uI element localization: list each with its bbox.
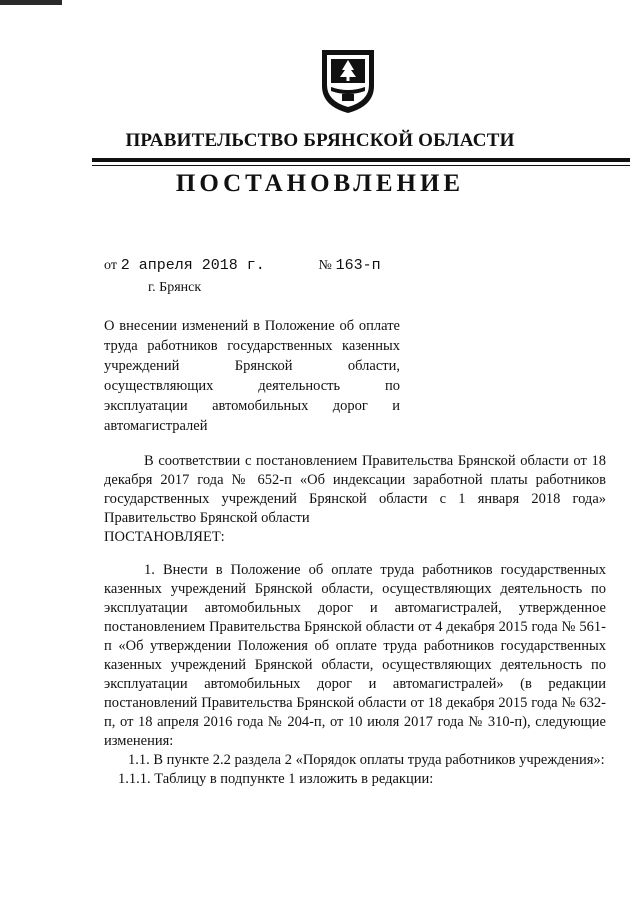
date-number-line — [104, 257, 381, 274]
document-body — [104, 452, 606, 789]
preamble-paragraph: В соответствии с постановлением Правительства Брянской области от 18 декабря 2017 года № 652-п «Об индексации заработной платы работников государственных учреждений Брянской области с 1 января 2018 года» Правительство Брянской области — [104, 453, 606, 526]
header-rule-thick — [92, 158, 630, 162]
scan-corner-mark — [0, 0, 62, 5]
item-1-1-1-paragraph: 1.1.1. Таблицу в подпункте 1 изложить в редакции: — [118, 771, 434, 787]
document-title: ПОСТАНОВЛЕНИЕ — [175, 170, 465, 197]
item-1-paragraph: 1. Внести в Положение об оплате труда работников государственных казенных учреждений Брянской области, осуществляющих деятельность по эксплуатации автомобильных дорог и автомагистралей, утвержденное постановлением Правительства Брянской области от 4 декабря 2015 года № 561-п «Об утверждении Положения об оплате труда работников государственных казенных учреждений Брянской области, осуществляющих деятельность по эксплуатации автомобильных дорог и автомагистралей» (в редакции постановлений Правительства Брянской области от 18 декабря 2015 года № 632-п, от 18 апреля 2016 года № 204-п, от 10 июля 2017 года № 310-п), следующие изменения: — [104, 562, 606, 749]
document-date: 2 апреля 2018 г. — [120, 257, 265, 274]
coat-of-arms-icon — [318, 46, 378, 116]
document-number: 163-п — [335, 257, 381, 274]
date-prefix: от — [104, 258, 117, 273]
header-rule-thin — [92, 165, 630, 166]
document-subject: О внесении изменений в Положение об оплате труда работников государственных казенных учреждений Брянской области, осуществляющих деятельность по эксплуатации автомобильных дорог и автомагистралей — [104, 318, 400, 434]
item-1-1-paragraph: 1.1. В пункте 2.2 раздела 2 «Порядок оплаты труда работников учреждения»: — [128, 752, 605, 768]
number-sign: № — [318, 258, 332, 273]
city: г. Брянск — [148, 280, 202, 295]
government-name: ПРАВИТЕЛЬСТВО БРЯНСКОЙ ОБЛАСТИ — [125, 130, 515, 151]
resolves-heading: ПОСТАНОВЛЯЕТ: — [104, 529, 225, 545]
